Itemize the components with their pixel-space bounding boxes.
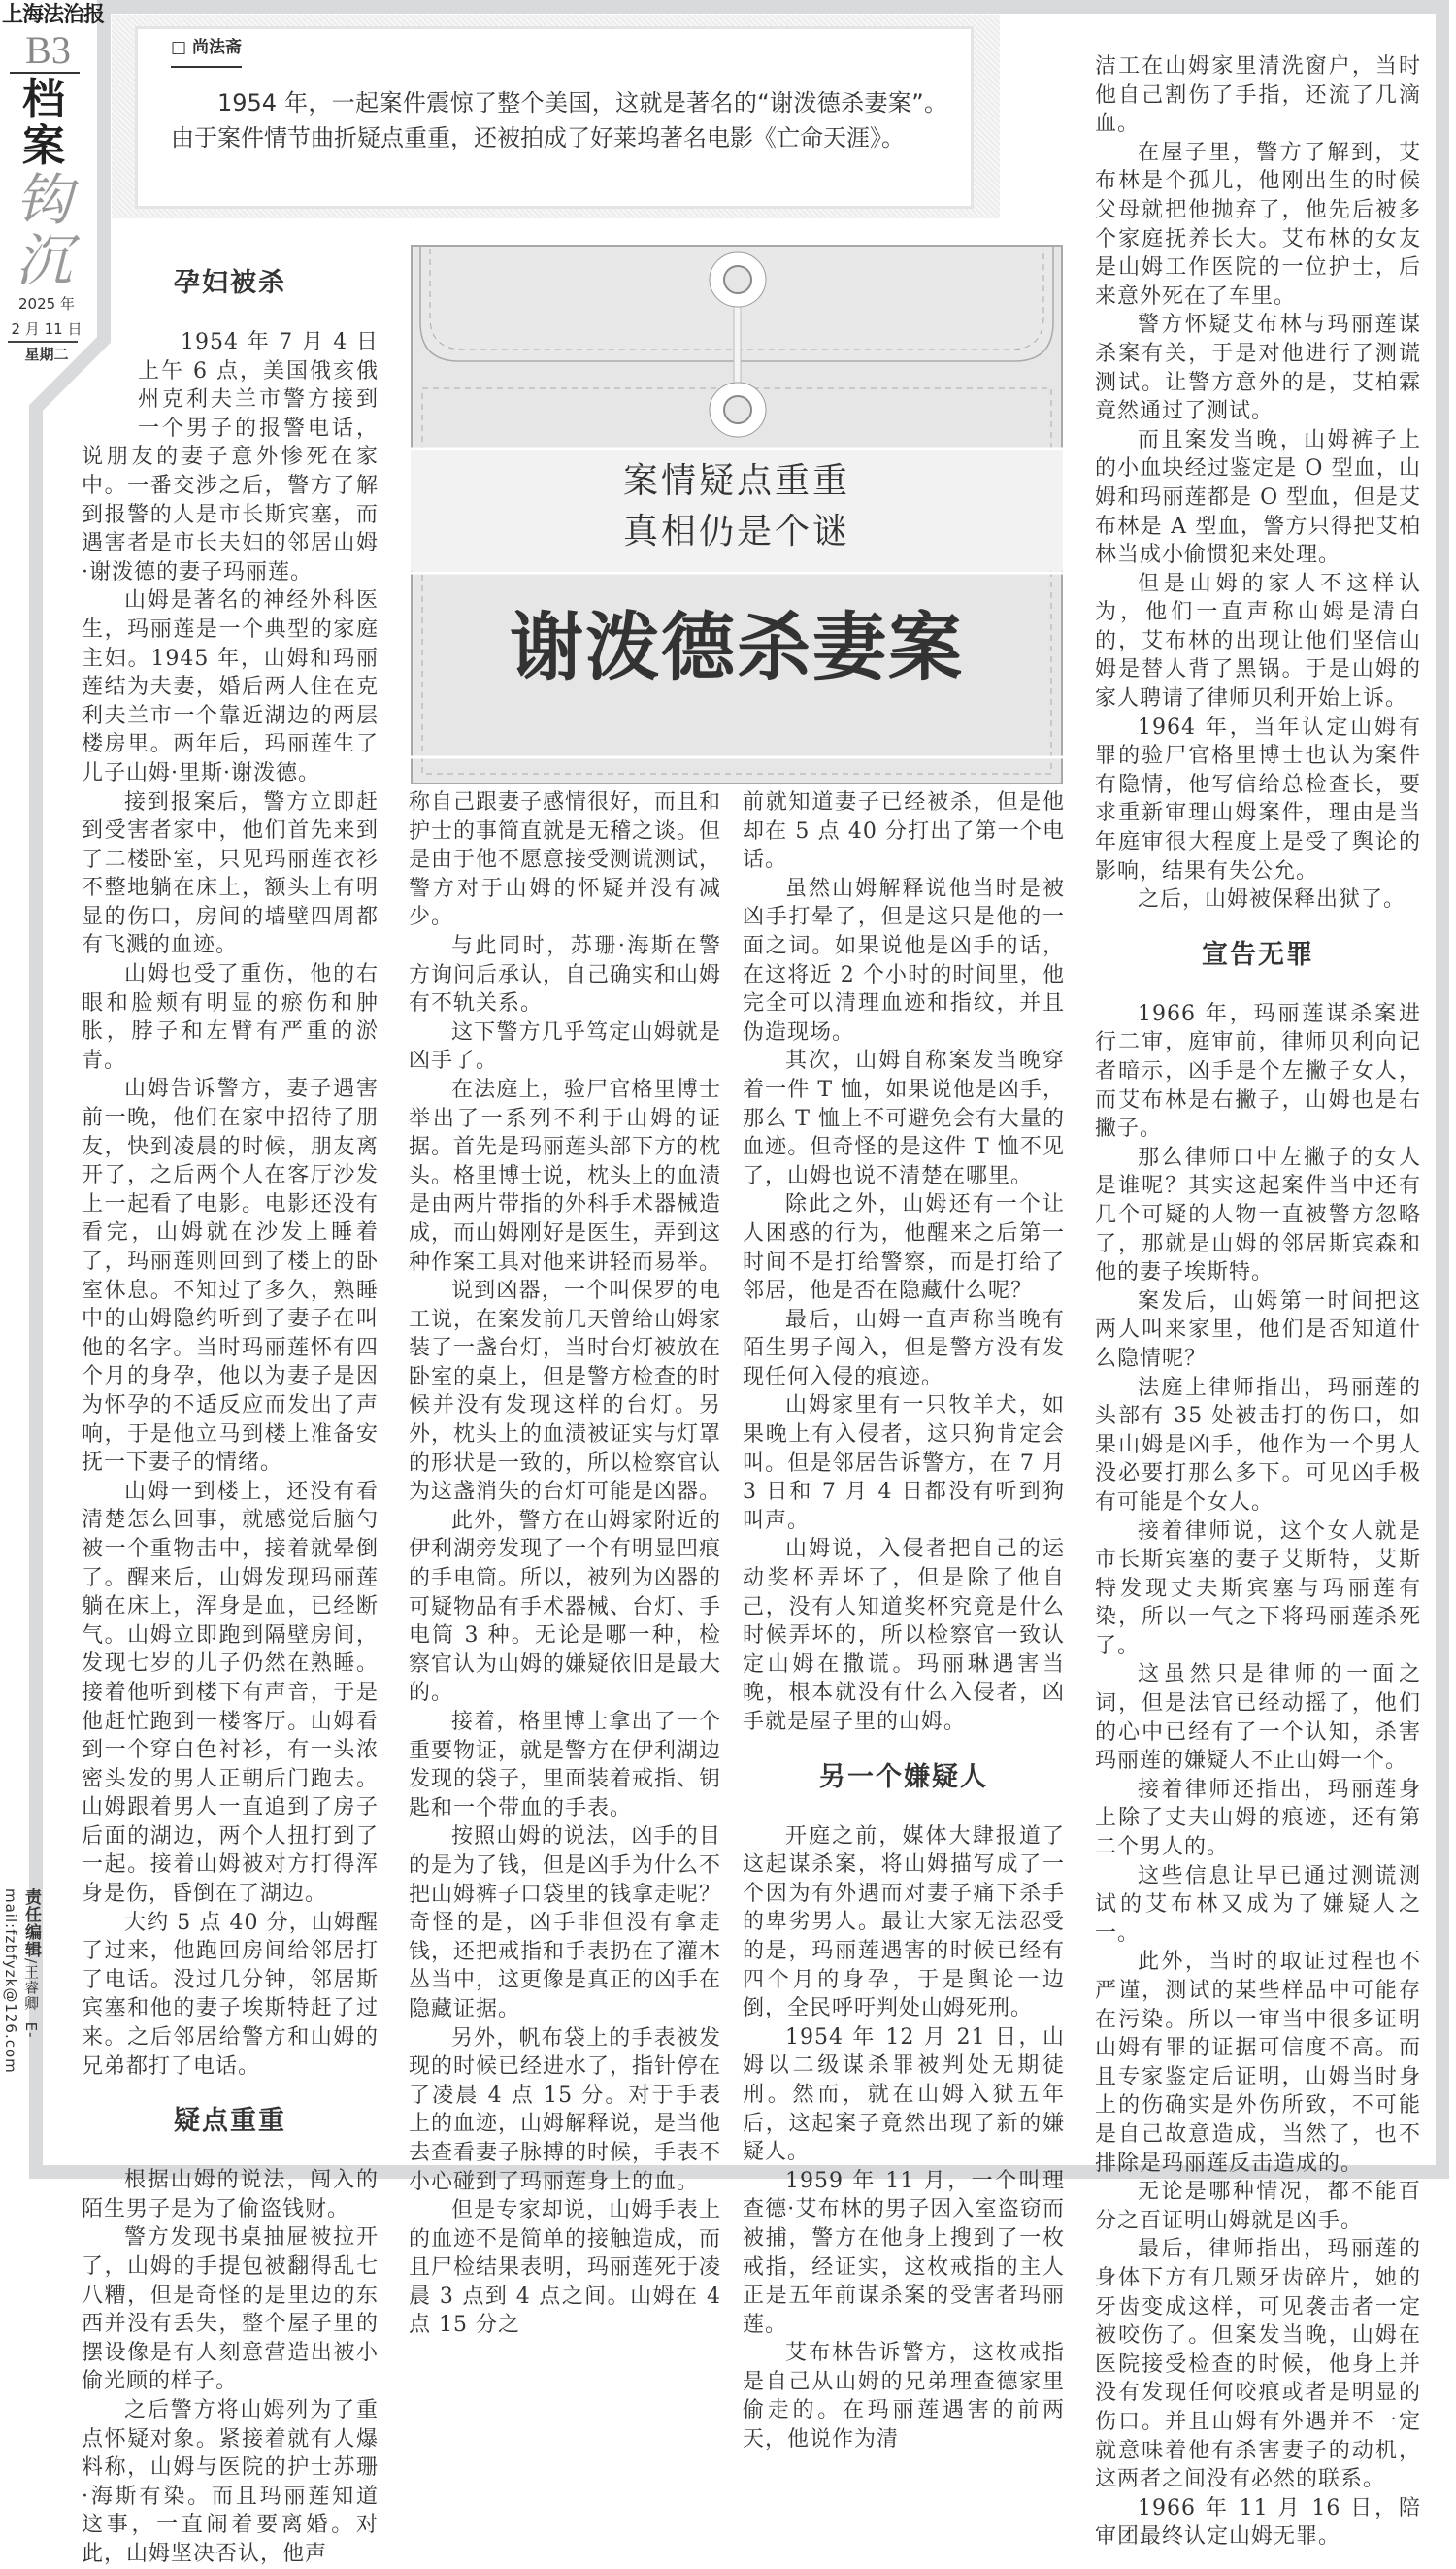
article-paragraph: 这下警方几乎笃定山姆就是凶手了。 (409, 1019, 721, 1074)
article-paragraph: 法庭上律师指出，玛丽莲的头部有 35 处被击打的伤口，如果山姆是凶手，他作为一个男人没必要打那么多下。可见凶手极有可能是个女人。 (1095, 1375, 1421, 1515)
article-paragraph: 1966 年，玛丽莲谋杀案进行二审，庭审前，律师贝利向记者暗示，凶手是个左撇子女人，而艾布林是右撇子，山姆也是右撇子。 (1095, 1001, 1421, 1142)
section-char-calligraphy: 沉 (15, 227, 72, 293)
section-heading: 宣告无罪 (1202, 939, 1314, 970)
issue-date: 2 月 11 日 (11, 320, 83, 338)
article-paragraph: 而且案发当晚，山姆裤子上的小血块经过鉴定是 O 型血，山姆和玛丽莲都是 O 型血，但是艾布林是 A 型血，警方只得把艾柏林当成小偷惯犯来处理。 (1095, 427, 1421, 568)
article-paragraph: 称自己跟妻子感情很好，而且和护士的事简直就是无稽之谈。但是由于他不愿意接受测谎测试，警方对于山姆的怀疑并没有减少。 (409, 790, 722, 930)
article-paragraph: 山姆告诉警方，妻子遇害前一晚，他们在家中招待了朋友，快到凌晨的时候，朋友离开了，之后两个人在客厅沙发上一起看了电影。电影还没有看完，山姆就在沙发上睡着了，玛丽莲则回到了楼上的卧室休息。不知过了多久，熟睡中的山姆隐约听到了妻子在叫他的名字。当时玛丽莲怀有四个月的身孕，他以为妻子是因为怀孕的不适反应而发出了声响，于是他立马到楼上准备安抚一下妻子的情绪。 (82, 1077, 379, 1476)
article-paragraph: 在屋子里，警方了解到，艾布林是个孤儿，他刚出生的时候父母就把他抛弃了，他先后被多个家庭抚养长大。艾布林的女友是山姆工作医院的一位护士，后来意外死在了车里。 (1095, 140, 1421, 309)
article-paragraph: 虽然山姆解释说他当时是被凶手打晕了，但是这只是他的一面之词。如果说他是凶手的话，在这将近 2 个小时的时间里，他完全可以清理血迹和指纹，并且伪造现场。 (743, 876, 1065, 1045)
article-paragraph: 无论是哪种情况，都不能百分之百证明山姆就是凶手。 (1095, 2180, 1421, 2233)
article-paragraph: 这虽然只是律师的一面之词，但是法官已经动摇了，他们的心中已经有了一个认知，杀害玛丽莲的嫌疑人不止山姆一个。 (1095, 1662, 1421, 1774)
case-file-envelope (411, 245, 1063, 784)
feature-title: 谢泼德杀妻案 (510, 604, 964, 690)
article-paragraph: 山姆说，入侵者把自己的运动奖杯弄坏了，但是除了他自己，没有人知道奖杯究竟是什么时候弄坏的，所以检察官一致认定山姆在撒谎。玛丽琳遇害当晚，根本就没有什么入侵者，凶手就是屋子里的山姆。 (743, 1537, 1065, 1734)
article-paragraph: 之后，山姆被保释出狱了。 (1138, 887, 1406, 913)
article-paragraph: 1954 年 7 月 4 日上午 6 点，美国俄亥俄州克利夫兰市警方接到一个男子的报警电话，说朋友的妻子意外惨死在家中。一番交涉之后，警方了解到报警的人是市长斯宾塞，而遇害者是市长夫妇的邻居山姆·谢泼德的妻子玛丽莲。 (82, 330, 379, 584)
article-column-2 (409, 788, 721, 2340)
article-paragraph: 此外，警方在山姆家附近的伊利湖旁发现了一个有明显凹痕的手电筒。所以，被列为凶器的可疑物品有手术器械、台灯、手电筒 3 种。无论是哪一种，检察官认为山姆的嫌疑依旧是最大的。 (409, 1508, 722, 1706)
envelope-string (734, 299, 741, 396)
article-column-3 (743, 788, 1065, 2454)
frame-corner-spacer (82, 328, 138, 415)
section-heading: 疑点重重 (174, 2106, 286, 2137)
article-paragraph: 其次，山姆自称案发当晚穿着一件 T 恤，如果说他是凶手，那么 T 恤上不可避免会有大量的血迹。但奇怪的是这件 T 恤不见了，山姆也说不清楚在哪里。 (743, 1049, 1065, 1188)
editor-credit (2, 1888, 44, 2187)
article-paragraph: 与此同时，苏珊·海斯在警方询问后承认，自己确实和山姆有不轨关系。 (409, 933, 722, 1017)
article-paragraph: 这些信息让早已通过测谎测试的艾布林又成为了嫌疑人之一。 (1095, 1863, 1421, 1946)
article-paragraph: 案发后，山姆第一时间把这两人叫来家里，他们是否知道什么隐情呢？ (1095, 1288, 1421, 1371)
article-paragraph: 山姆也受了重伤，他的右眼和脸颊有明显的瘀伤和肿胀，脖子和左臂有严重的淤青。 (82, 962, 379, 1073)
article-paragraph: 1959 年 11 月，一个叫理查德·艾布林的男子因入室盗窃而被捕，警方在他身上搜到了一枚戒指，经证实，这枚戒指的主人正是五年前谋杀案的受害者玛丽莲。 (743, 2168, 1065, 2337)
editor-email: E-mail:fzbfyzk@126.com (2, 1888, 40, 2074)
column-label: □ 尚法斋 (171, 37, 242, 68)
article-paragraph: 1966 年 11 月 16 日，陪审团最终认定山姆无罪。 (1095, 2495, 1421, 2550)
grommet-icon (710, 252, 766, 307)
article-paragraph: 之后警方将山姆列为了重点怀疑对象。紧接着就有人爆料称，山姆与医院的护士苏珊·海斯有染。而且玛丽莲知道这事，一直闹着要离婚。对此，山姆坚决否认，他声 (82, 2397, 379, 2566)
subtitle-line-2: 真相仍是个谜 (622, 512, 850, 551)
article-column-1 (82, 264, 379, 2569)
article-paragraph: 但是专家却说，山姆手表上的血迹不是简单的接触造成，而且尸检结果表明，玛丽莲死于凌晨 3 点到 4 点之间。山姆在 4 点 15 分之 (409, 2198, 722, 2338)
issue-weekday: 星期二 (24, 346, 69, 363)
section-char-calligraphy: 钩 (15, 167, 72, 233)
article-paragraph: 开庭之前，媒体大肆报道了这起谋杀案，将山姆描写成了一个因为有外遇而对妻子痛下杀手的卑劣男人。最让大家无法忍受的是，玛丽莲遇害的时候已经有四个月的身孕，于是舆论一边倒，全民呼吁判处山姆死刑。 (743, 1823, 1065, 2021)
article-paragraph: 最后，山姆一直声称当晚有陌生男子闯入，但是警方没有发现任何入侵的痕迹。 (743, 1307, 1065, 1389)
issue-year: 2025 年 (18, 295, 75, 313)
page-number: B3 (25, 28, 71, 72)
divider (8, 341, 78, 343)
article-paragraph: 警方发现书桌抽屉被拉开了，山姆的手提包被翻得乱七八糟，但是奇怪的是里边的东西并没有丢失，整个屋子里的摆设像是有人刻意营造出被小偷光顾的样子。 (82, 2225, 379, 2394)
article-paragraph: 接着，格里博士拿出了一个重要物证，就是警方在伊利湖边发现的袋子，里面装着戒指、钥匙和一个带血的手表。 (409, 1710, 722, 1820)
section-char: 案 (22, 121, 65, 171)
article-paragraph: 那么律师口中左撇子的女人是谁呢？其实这起案件当中还有几个可疑的人物一直被警方忽略了，那就是山姆的邻居斯宾森和他的妻子埃斯特。 (1095, 1145, 1421, 1285)
article-column-4 (1095, 52, 1421, 2552)
section-char: 档 (22, 75, 65, 124)
article-paragraph: 此外，当时的取证过程也不严谨，测试的某些样品中可能存在污染。所以一审当中很多证明山姆有罪的证据可信度不高。而且专家鉴定后证明，山姆当时身上的伤确实是外伤所致，不可能是自己故意造成，当然了，也不排除是玛丽莲反击造成的。 (1095, 1950, 1421, 2176)
section-heading: 孕妇被杀 (174, 268, 286, 298)
article-paragraph: 接着律师说，这个女人就是市长斯宾塞的妻子艾斯特，艾斯特发现丈夫斯宾塞与玛丽莲有染，所以一气之下将玛丽莲杀死了。 (1095, 1518, 1421, 1658)
intro-box (138, 29, 971, 206)
article-paragraph: 1964 年，当年认定山姆有罪的验尸官格里博士也认为案件有隐情，他写信给总检查长，要求重新审理山姆案件，理由是当年庭审很大程度上是受了舆论的影响，结果有失公允。 (1095, 715, 1421, 884)
article-paragraph: 按照山姆的说法，凶手的目的是为了钱，但是凶手为什么不把山姆裤子口袋里的钱拿走呢？奇怪的是，凶手非但没有拿走钱，还把戒指和手表扔在了灌木丛当中，这更像是真正的凶手在隐藏证据。 (409, 1824, 722, 2021)
article-paragraph: 另外，帆布袋上的手表被发现的时候已经进水了，指针停在了凌晨 4 点 15 分。对于手表上的血迹，山姆解释说，是当他去查看妻子脉搏的时候，手表不小心碰到了玛丽莲身上的血。 (409, 2025, 722, 2194)
article-paragraph: 除此之外，山姆还有一个让人困惑的行为，他醒来之后第一时间不是打给警察，而是打给了邻居，他是否在隐藏什么呢？ (743, 1192, 1065, 1304)
article-paragraph: 在法庭上，验尸官格里博士举出了一系列不利于山姆的证据。首先是玛丽莲头部下方的枕头。格里博士说，枕头上的血渍是由两片带指的外科手术器械造成，而山姆刚好是医生，弄到这种作案工具对他来讲轻而易举。 (409, 1077, 722, 1275)
article-paragraph: 山姆一到楼上，还没有看清楚怎么回事，就感觉后脑勺被一个重物击中，接着就晕倒了。醒来后，山姆发现玛丽莲躺在床上，浑身是血，已经断气。山姆立即跑到隔壁房间，发现七岁的儿子仍然在熟睡。接着他听到楼下有声音，于是他赶忙跑到一楼客厅。山姆看到一个穿白色衬衫，有一头浓密头发的男人正朝后门跑去。山姆跟着男人一直追到了房子后面的湖边，两个人扭打到了一起。接着山姆被对方打得浑身是伤，昏倒在了湖边。 (82, 1479, 379, 1907)
article-paragraph: 说到凶器，一个叫保罗的电工说，在案发前几天曾给山姆家装了一盏台灯，当时台灯被放在卧室的桌上，但是警方检查的时候并没有发现这样的台灯。另外，枕头上的血渍被证实与灯罩的形状是一致的，所以检察官认为这盏消失的台灯可能是凶器。 (409, 1279, 722, 1505)
article-paragraph: 根据山姆的说法，闯入的陌生男子是为了偷盗钱财。 (82, 2168, 379, 2221)
divider (10, 72, 80, 74)
article-paragraph: 艾布林告诉警方，这枚戒指是自己从山姆的兄弟理查德家里偷走的。在玛丽莲遇害的前两天，他说作为清 (743, 2341, 1065, 2452)
section-heading: 另一个嫌疑人 (819, 1761, 988, 1792)
grommet-icon (710, 383, 766, 437)
article-paragraph: 大约 5 点 40 分，山姆醒了过来，他跑回房间给邻居打了电话。没过几分钟，邻居斯宾塞和他的妻子埃斯特赶了过来。之后邻居给警方和山姆的兄弟都打了电话。 (82, 1910, 379, 2079)
editor-name: /王睿卿 (22, 1958, 40, 2012)
intro-text: 1954 年，一起案件震惊了整个美国，这就是著名的“谢泼德杀妻案”。由于案件情节曲折疑点重重，还被拍成了好莱坞著名电影《亡命天涯》。 (171, 89, 947, 151)
article-paragraph: 1954 年 12 月 21 日，山姆以二级谋杀罪被判处无期徒刑。然而，就在山姆入狱五年后，这起案子竟然出现了新的嫌疑人。 (743, 2024, 1065, 2165)
editor-label: 责任编辑 (21, 1888, 41, 1958)
article-paragraph: 洁工在山姆家里清洗窗户，当时他自己割伤了手指，还流了几滴血。 (1095, 54, 1421, 137)
article-paragraph: 山姆是著名的神经外科医生，玛丽莲是一个典型的家庭主妇。1945 年，山姆和玛丽莲结为夫妻，婚后两人住在克利夫兰市一个靠近湖边的两层楼房里。两年后，玛丽莲生了儿子山姆·里斯·谢泼德。 (82, 588, 379, 785)
article-paragraph: 但是山姆的家人不这样认为，他们一直声称山姆是清白的，艾布林的出现让他们坚信山姆是替人背了黑锅。于是山姆的家人聘请了律师贝利开始上诉。 (1095, 571, 1421, 712)
article-paragraph: 接着律师还指出，玛丽莲身上除了丈夫山姆的痕迹，还有第二个男人的。 (1095, 1777, 1421, 1860)
article-paragraph: 接到报案后，警方立即赶到受害者家中，他们首先来到了二楼卧室，只见玛丽莲衣衫不整地躺在床上，额头上有明显的伤口，房间的墙壁四周都有飞溅的血迹。 (82, 789, 379, 958)
newspaper-logo: 上海法治报 (2, 2, 105, 27)
subtitle-line-1: 案情疑点重重 (622, 461, 850, 501)
article-paragraph: 前就知道妻子已经被杀，但是他却在 5 点 40 分打出了第一个电话。 (743, 790, 1065, 873)
article-paragraph: 警方怀疑艾布林与玛丽莲谋杀案有关，于是对他进行了测谎测试。让警方意外的是，艾柏霖竟然通过了测试。 (1095, 313, 1421, 424)
article-paragraph: 最后，律师指出，玛丽莲的身体下方有几颗牙齿碎片，她的牙齿变成这样，可见袭击者一定被咬伤了。但案发当晚，山姆在医院接受检查的时候，他身上并没有发现任何咬痕或者是明显的伤口。并且山姆有外遇并不一定就意味着他有杀害妻子的动机，这两者之间没有必然的联系。 (1095, 2237, 1421, 2492)
article-paragraph: 山姆家里有一只牧羊犬，如果晚上有入侵者，这只狗肯定会叫。但是邻居告诉警方，在 7 月 3 日和 7 月 4 日都没有听到狗叫声。 (743, 1393, 1065, 1533)
